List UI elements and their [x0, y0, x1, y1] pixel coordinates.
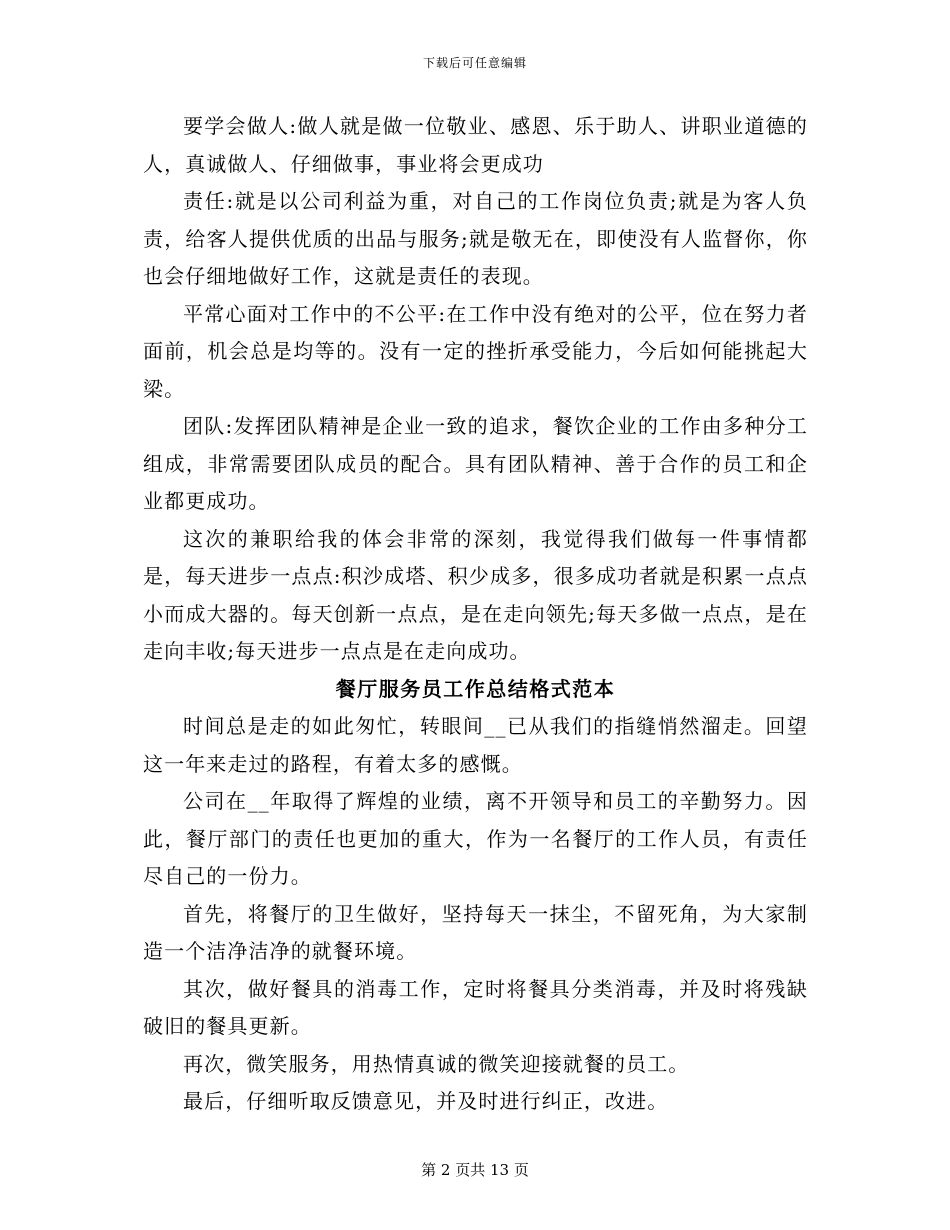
paragraph-company-achievement: 公司在__年取得了辉煌的业绩，离不开领导和员工的辛勤努力。因此，餐厅部门的责任也更加的重大，作为一名餐厅的工作人员，有责任尽自己的一份力。 — [143, 789, 808, 888]
document-body — [143, 108, 808, 1121]
paragraph-finally-feedback: 最后，仔细听取反馈意见，并及时进行纠正，改进。 — [183, 1089, 669, 1113]
paragraph-second-disinfection: 其次，做好餐具的消毒工作，定时将餐具分类消毒，并及时将残缺破旧的餐具更新。 — [143, 976, 808, 1038]
paragraph-first-hygiene: 首先，将餐厅的卫生做好，坚持每天一抹尘，不留死角，为大家制造一个洁净洁净的就餐环境。 — [143, 901, 808, 963]
paragraph-part-time-reflection: 这次的兼职给我的体会非常的深刻，我觉得我们做每一件事情都是，每天进步一点点:积沙成塔、积少成多，很多成功者就是积累一点点小而成大器的。每天创新一点点，是在走向领先;每天多做一点点，是在走向丰收;每天进步一点点是在走向成功。 — [143, 526, 808, 663]
paragraph-responsibility: 责任:就是以公司利益为重，对自己的工作岗位负责;就是为客人负责，给客人提供优质的出品与服务;就是敬无在，即使没有人监督你，你也会仔细地做好工作，这就是责任的表现。 — [143, 189, 808, 288]
paragraph-team: 团队:发挥团队精神是企业一致的追求，餐饮企业的工作由多种分工组成，非常需要团队成员的配合。具有团队精神、善于合作的员工和企业都更成功。 — [143, 414, 808, 513]
paragraph-time-passes: 时间总是走的如此匆忙，转眼间__已从我们的指缝悄然溜走。回望这一年来走过的路程，有着太多的感慨。 — [143, 714, 808, 776]
paragraph-fairness: 平常心面对工作中的不公平:在工作中没有绝对的公平，位在努力者面前，机会总是均等的。没有一定的挫折承受能力，今后如何能挑起大梁。 — [143, 301, 808, 401]
section-title: 餐厅服务员工作总结格式范本 — [335, 676, 616, 701]
page-header: 下载后可任意编辑 — [422, 56, 527, 70]
page-footer: 第 2 页共 13 页 — [421, 1161, 529, 1179]
paragraph-third-smile-service: 再次，微笑服务，用热情真诚的微笑迎接就餐的员工。 — [183, 1051, 690, 1076]
paragraph-be-a-good-person: 要学会做人:做人就是做一位敬业、感恩、乐于助人、讲职业道德的人，真诚做人、仔细做事，事业将会更成功 — [143, 114, 808, 176]
